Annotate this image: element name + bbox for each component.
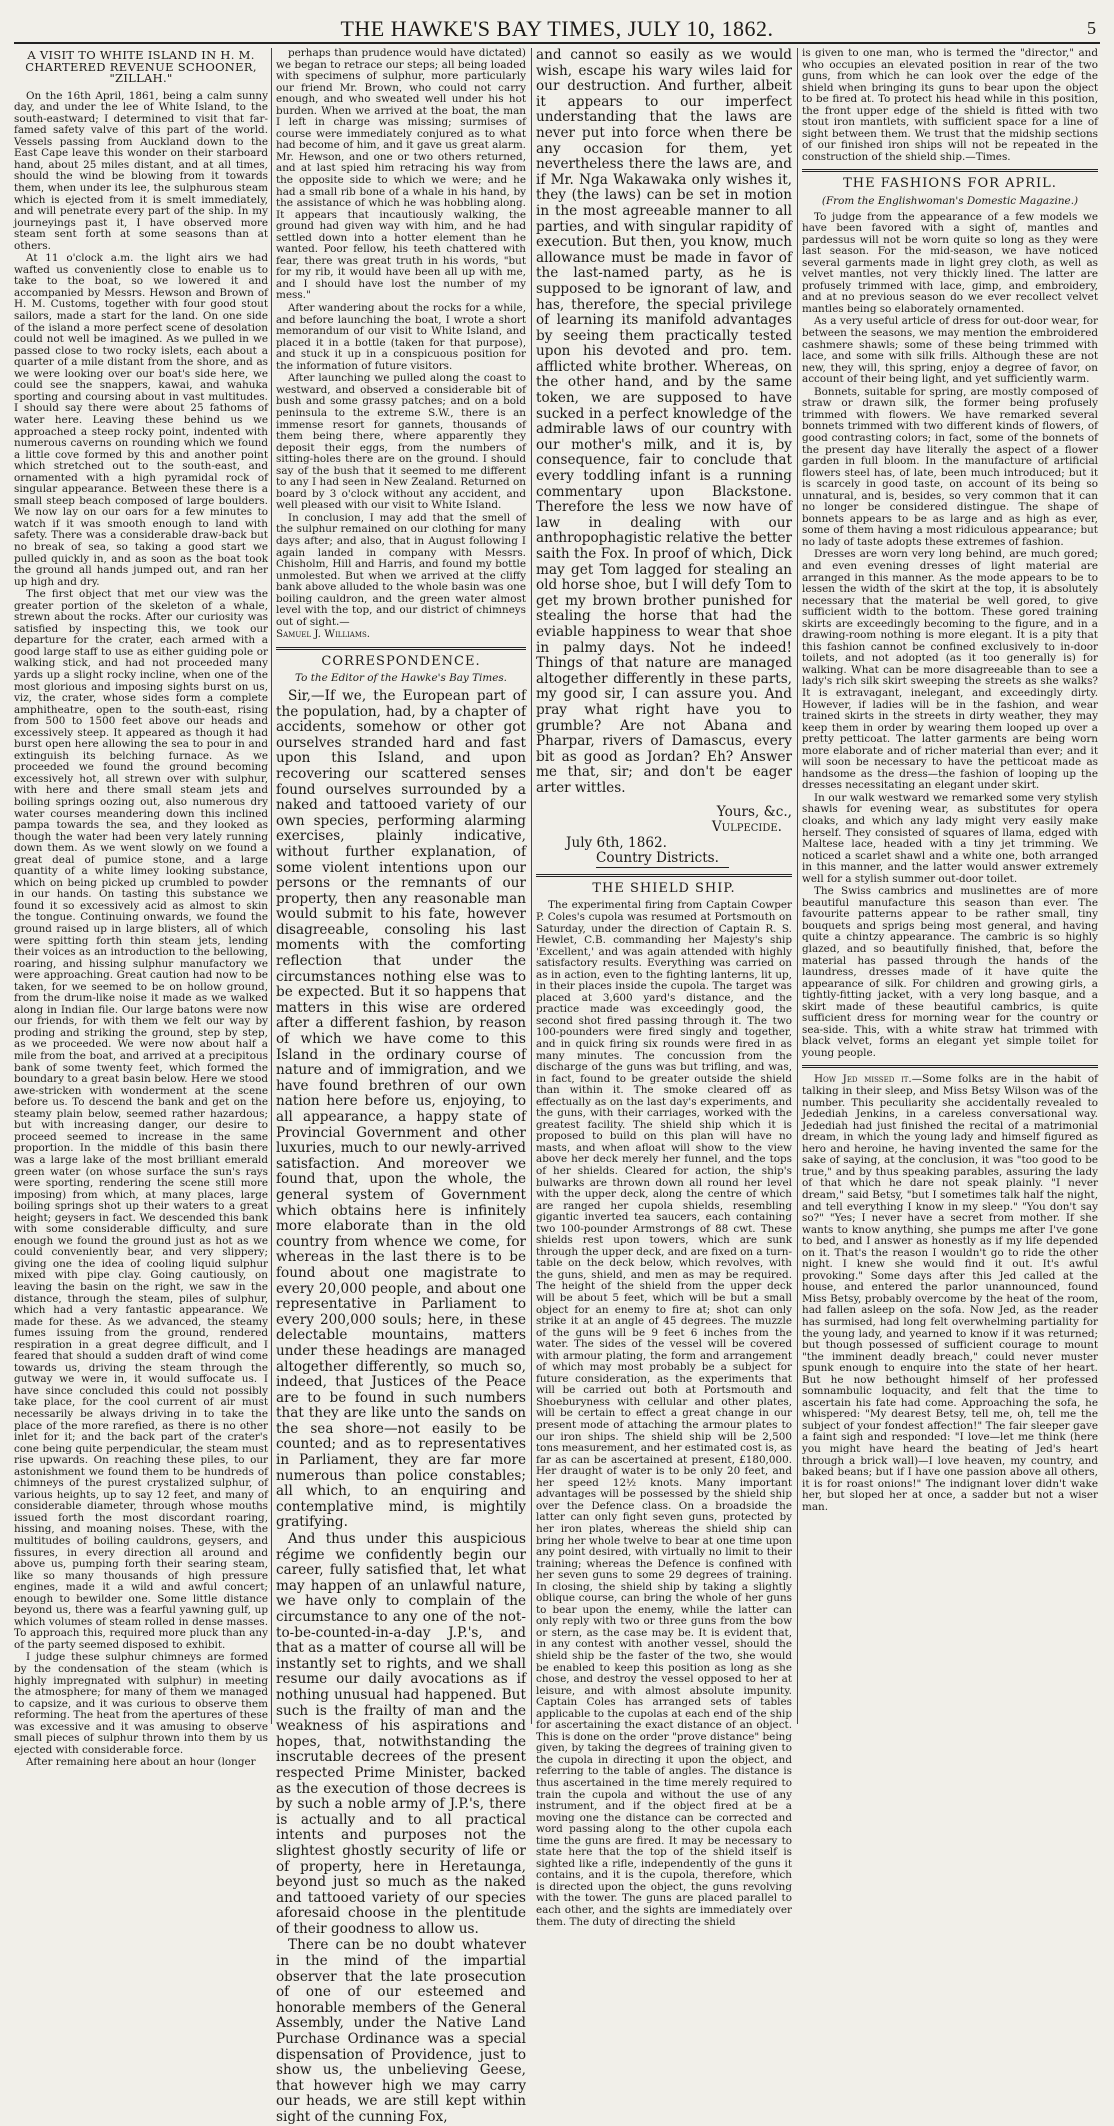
section-divider (276, 647, 526, 650)
section-divider (802, 1065, 1098, 1068)
letter-closing: Yours, &c., (716, 803, 792, 820)
article-paragraph: I judge these sulphur chimneys are formed by the condensation of the steam (which is highly impregnated with sulphur) in meeting the atmosphere; for many of them we managed to capsize, and it was curious to observe them reforming. The heat from the apertures of these was excessive and it was amusing to observe small pieces of sulphur thrown into them by us ejected with considerable force. (14, 1651, 268, 1756)
column-2 (276, 47, 526, 2126)
article-paragraph: On the 16th April, 1861, being a calm sunny day, and under the lee of White Island, to the south-eastward; I determined to visit that far-famed safety valve of this part of the world. Vessels passing from Auckland down to the East Cape leave this wonder on their starboard hand, about 25 miles distant, and at all times, should the wind be blowing from it towards them, when under its lee, the sulphurous steam which is ejected from it is smelt immediately, and will penetrate every part of the ship. In my journeyings past it, I have observed more steam sent forth at some seasons than at others. (14, 89, 268, 252)
newspaper-title: THE HAWKE'S BAY TIMES, JULY 10, 1862. (340, 16, 774, 41)
fashions-heading: THE FASHIONS FOR APRIL. (843, 176, 1057, 192)
article-paragraph: In our walk westward we remarked some very stylish shawls for evening wear, as substitutes for opera cloaks, and which any lady might very easily make herself. They consisted of squares of llama, edged with Maltese lace, headed with a tiny jet trimming. We noticed a scarlet shawl and a white one, both arranged in this manner, and the latter would answer extremely well for a stylish summer out-door toilet. (802, 791, 1098, 885)
shield-ship-heading: THE SHIELD SHIP. (592, 880, 736, 896)
article-paragraph: is given to one man, who is termed the "director," and who occupies an elevated position in rear of the two guns, from which he can look over the edge of the shield when bringing its guns to bear upon the object to be fired at. To protect his head while in this position, the front upper edge of the shield is fitted with two stout iron mantlets, with sufficient space for a line of sight between them. We trust that the midship sections of our finished iron ships will not be repeated in the construction of the shield ship.—Times. (802, 47, 1098, 163)
article-paragraph: The experimental firing from Captain Cowper P. Coles's cupola was resumed at Portsmouth on Saturday, under the direction of Captain R. S. Hewlet, C.B. commanding her Majesty's ship 'Excellent,' and was again attended with highly satisfactory results. Everything was carried on as in action, even to the fighting lanterns, lit up, in their places inside the cupola. The target was placed at 3,600 yard's distance, and the practice made was exceedingly good, the second shot fired passing through it. The two 100-pounders were fired singly and together, and in quick firing six rounds were fired in as many minutes. The concussion from the discharge of the guns was but trifling, and was, in fact, found to be greater outside the shield than within it. The smoke cleared off as effectually as on the last day's experiments, and the guns, with their carriages, worked with the greatest facility. The shield ship which it is proposed to build on this plan will have no masts, and when afloat will show to the view above her deck merely her funnel, and the tops of her shields. Cleared for action, the ship's bulwarks are thrown down all round her level with the upper deck, along the centre of which are ranged her cupola shields, resembling gigantic inverted tea saucers, each containing two 100-pounder Armstrongs of 88 cwt. These shields rest upon towers, which are sunk through the upper deck, and are fixed on a turn-table on the deck below, which revolves, with the guns, shield, and men as may be required. The height of the shield from the upper deck will be about 5 feet, which will be but a small object for an enemy to fire at; shot can only strike it at an angle of 45 degrees. The muzzle of the guns will be 9 feet 6 inches from the water. The sides of the vessel will be covered with armour plating, the form and arrangement of which may most probably be a subject for future consideration, as the experiments that will be carried out both at Portsmouth and Shoeburyness with cellular and other plates, will be certain to effect a great change in our present mode of attaching the armour plates to our iron ships. The shield ship will be 2,500 tons measurement, and her estimated cost is, as far as can be ascertained at present, £180,000. Her draught of water is to be only 20 feet, and her speed 12½ knots. Many important advantages will be possessed by the shield ship over the Defence class. On a broadside the latter can only fight seven guns, protected by her iron plates, whereas the shield ship can bring her whole twelve to bear at one time upon any point desired, with virtually no limit to their training; whereas the Defence is confined with her seven guns to some 29 degrees of training. In closing, the shield ship by taking a slightly oblique course, can bring the whole of her guns to bear upon the enemy, while the latter can only reply with two or three guns from the bow or stern, as the case may be. It is evident that, in any contest with another vessel, should the shield ship be the faster of the two, she would be enabled to keep this position as long as she chose, and destroy the vessel opposed to her at leisure, and with almost absolute impunity. Captain Coles has arranged sets of tables applicable to the cupolas at each end of the ship for ascertaining the exact distance of an object. This is done on the order "prove distance" being given, by taking the degrees of training given to the cupola in directing it upon the object, and referring to the table of angles. The distance is thus ascertained in the time merely required to train the cupola and without the use of any instrument, and if the object fired at be a moving one the distance can be corrected and word passing along to the other cupola each time the guns are fired. It may be necessary to state here that the top of the shield itself is sighted like a rifle, independently of the guns it contains, and it is the cupola, therefore, which is directed upon the object, the guns revolving with the tower. The guns are placed parallel to each other, and the sights are immediately over them. The duty of directing the shield (536, 899, 792, 1928)
column-1 (14, 48, 268, 1769)
jed-lead-in: How Jed missed it. (814, 1073, 912, 1086)
letter-paragraph: and cannot so easily as we would wish, escape his wary wiles laid for our destruction. And further, albeit it appears to our imperfect understanding that the laws are never put into force when there be any occasion for them, yet nevertheless there the laws are, and if Mr. Nga Wakawaka only wishes it, they (the laws) can be set in motion in the most agreeable manner to all parties, and with singular rapidity of execution. But then, you know, much allowance must be made in favor of the last-named party, as he is supposed to be ignorant of law, and has, therefore, the special privilege of learning its manifold advantages by seeing them practically tested upon his devoted and pro. tem. afflicted white brother. Whereas, on the other hand, and by the same token, we are supposed to have sucked in a perfect knowledge of the admirable laws of our country with our mother's milk, and it is, by consequence, fair to conclude that every toddling infant is a running commentary upon Blackstone. Therefore the less we now have of law in dealing with our anthropophagistic relative the better saith the Fox. In proof of which, Dick may get Tom lagged for stealing an old horse shoe, but I will defy Tom to get my brown brother punished for stealing the horse that had the eviable happiness to wear that shoe in palmy days. Not he indeed! Things of that nature are managed altogether differently in these parts, my good sir, I can assure you. And pray what right have you to grumble? Are not Abana and Pharpar, rivers of Damascus, every bit as good as Jordan? Eh? Answer me that, sir; and don't be eager arter wittles. (536, 47, 792, 796)
article-paragraph: Dresses are worn very long behind, are much gored; and even evening dresses of light material are arranged in this manner. As the mode appears to be to lessen the width of the skirt at the top, it is absolutely necessary that the material be well gored, to give sufficient width to the bottom. These gored training skirts are exceedingly becoming to the figure, and in a drawing-room nothing is more elegant. It is a pity that this fashion cannot be confined exclusively to in-door toilets, and not adopted (as it too generally is) for walking. What can be more disagreeable than to see a lady's rich silk skirt sweeping the streets as she walks? It is extravagant, inelegant, and exceedingly dirty. However, if ladies will be in the fashion, and wear trained skirts in the streets in dirty weather, they may keep them in order by wearing them looped up over a pretty petticoat. The latter garments are being worn more elaborate and of richer material than ever; and it will soon be necessary to have the petticoat made as handsome as the dress—the fashion of looping up the dresses necessitating an elegant under skirt. (802, 548, 1098, 792)
column-4 (802, 48, 1098, 1724)
article-paragraph: To judge from the appearance of a few models we have been favored with a sight of, mantles and pardessus will not be worn quite so long as they were last season. For the mid-season, we have noticed several garments made in light grey cloth, as well as velvet mantles, not very thickly lined. The latter are profusely trimmed with lace, gimp, and embroidery, and at no previous season do we ever recollect velvet mantles being so elaborately ornamented. (802, 210, 1098, 315)
letter-paragraph: Sir,—If we, the European part of the population, had, by a chapter of accidents, somehow or other got ourselves stranded hard and fast upon this Island, and upon recovering our scattered senses found ourselves surrounded by a naked and tattooed variety of our own species, performing alarming exercises, plainly indicative, without further explanation, of some violent intentions upon our persons or the remnants of our property, then any reasonable man would submit to his fate, however disagreeable, consoling his last moments with the comforting reflection that under the circumstances nothing else was to be expected. But it so happens that matters in this wise are ordered after a different fashion, by reason of which we have come to this Island in the ordinary course of nature and of immigration, and we have found brethren of our own nation here before us, enjoying, to all appearance, a happy state of Provincial Government and other luxuries, much to our newly-arrived satisfaction. And moreover we found that, upon the whole, the general system of Government which obtains here is infinitely more elaborate than in the old country from whence we come, for whereas in the last there is to be found about one magistrate to every 20,000 people, and about one representative in Parliament to every 200,000 souls; here, in these delectable mountains, matters under these headings are managed altogether differently, so much so, indeed, that Justices of the Peace are to be found in such numbers that they are like unto the sands on the sea shore—not easily to be counted; and as to representatives in Parliament, they are far more numerous than police constables; all which, to an enquiring and contemplative mind, is mightily gratifying. (276, 687, 526, 1531)
article-paragraph: As a very useful article of dress for out-door wear, for between the seasons, we may mention the embroidered cashmere shawls; some of these being trimmed with lace, and some with silk frills. Although these are not new, they will, this spring, enjoy a degree of favor, on account of their being light, and yet sufficiently warm. (802, 315, 1098, 386)
section-divider (536, 874, 792, 877)
column-rule (797, 48, 798, 1724)
letter-paragraph: There can be no doubt whatever in the mind of the impartial observer that the late prosecution of one of our esteemed and honorable members of the General Assembly, under the Native Land Purchase Ordinance was a special dispensation of Providence, just to show us, the unbelieving Geese, that however high we may carry our heads, we are still kept within sight of the cunning Fox, (276, 1937, 526, 2126)
article-paragraph: perhaps than prudence would have dictated) we began to retrace our steps; all being loaded with specimens of sulphur, more particularly our friend Mr. Brown, who could not carry enough, and who sweated well under his hot burden. When we arrived at the boat, the man I left in charge was missing; surmises of course were immediately conjured as to what had become of him, and it gave us great alarm. Mr. Hewson, and one or two others returned, and at last spied him retracing his way from the opposite side to which we were; and he had a small rib bone of a whale in his hand, by the assistance of which he was hobbling along. It appears that incautiously walking, the ground had given way with him, and he had settled down into a hotter element than he wanted. Poor fellow, his teeth chattered with fear, there was great truth in his words, "but for my rib, it would have been all up with me, and I should have lost the number of my mess." (276, 47, 526, 302)
article-signature: Samuel J. Williams. (276, 628, 371, 641)
masthead (14, 8, 1100, 44)
article-paragraph: Bonnets, suitable for spring, are mostly composed of straw or drawn silk, the former being profusely trimmed with flowers. We have remarked several bonnets trimmed with two different kinds of flowers, of good contrasting colors; in fact, some of the bonnets of the present day have literally the aspect of a flower garden in full bloom. In the manufacture of artificial flowers steel has, of late, been much introduced; but it is scarcely in good taste, on account of its being so unnatural, and is, besides, so very common that it can no longer be considered distingue. The shape of bonnets appears to be as large and as high as ever, some of them having a most ridiculous appearance; but no lady of taste adopts these extremes of fashion. (802, 385, 1098, 548)
article-paragraph: In conclusion, I may add that the smell of the sulphur remained on our clothing for many days after; and also, that in August following I again landed in company with Messrs. Chisholm, Hill and Harris, and found my bottle unmolested. But when we arrived at the cliffy bank above alluded to the whole basin was one boiling cauldron, and the green water almost level with the top, and our district of chimneys out of sight.— (276, 511, 526, 628)
correspondence-heading: CORRESPONDENCE. (321, 653, 481, 669)
article-heading-white-island: A VISIT TO WHITE ISLAND IN H. M. CHARTERED REVENUE SCHOONER, "ZILLAH." (25, 48, 257, 86)
letter-place: Country Districts. (596, 851, 729, 868)
letter-paragraph: And thus under this auspicious régime we confidently begin our career, fully satisfied that, let what may happen of an unlawful nature, we have only to complain of the circumstance to any one of the not-to-be-counted-in-a-day J.P.'s, and that as a matter of course all will be instantly set to rights, and we shall resume our daily avocations as if nothing unusual had happened. But such is the frailty of man and the weakness of his aspirations and hopes, that, notwithstanding the inscrutable decrees of the present respected Prime Minister, backed as the execution of those decrees is by such a noble army of J.P.'s, there is actually and to all practical intents and purposes not the slightest ghostly security of life or of property, here in Heretaunga, beyond just so much as the naked and tattooed variety of our species aforesaid choose in the plentitude of their goodness to allow us. (276, 1531, 526, 1937)
article-paragraph: The first object that met our view was the greater portion of the skeleton of a whale, strewn about the rocks. After our curiosity was satisfied by inspecting this, we took our departure for the crater, each armed with a good large staff to use as either guiding pole or walking stick, and had not proceeded many yards up a slight rocky incline, when one of the most glorious and imposing sights burst on us, viz, the crater, whose sides form a complete amphitheatre, open to the south-east, rising from 500 to 1500 feet above our heads and excessively steep. It appeared as though it had burst open here allowing the sea to pour in and extinguish its belching furnace. As we proceeded we found the ground becoming excessively hot, all strewn over with sulphur, with here and there small steam jets and boiling springs oozing out, also numerous dry water courses meandering down this inclined pampa towards the sea, and they looked as though the water had been very lately running down them. As we went slowly on we found a great deal of pumice stone, and a large quantity of a white limey looking substance, which on being picked up crumbled to powder in our hands. On tasting this substance we found it so excessively acid as almost to skin the tongue. Continuing onwards, we found the ground raised up in large blisters, all of which were spitting forth thin steam jets, lending their voices as an introduction to the bellowing, roaring, and hissing sulphur manufactory we were approaching. Great caution had now to be taken, for we seemed to be on hollow ground, from the drum-like noise it made as we walked along in Indian file. Our large batons were now our friends, for with them we felt our way by proding and striking the ground, step by step, as we proceeded. We were now about half a mile from the boat, and arrived at a precipitous bank of some twenty feet, which formed the boundary to a great basin below. Here we stood awe-stricken with wonderment at the scene before us. To descend the bank and get on the steamy plain below, seemed rather hazardous; but with increasing danger, our desire to proceed seemed to increase in the same proportion. In the middle of this basin there was a large lake of the most brilliant emerald green water (on whose surface the sun's rays were sporting, rendering the scene still more imposing) from which, at many places, large boiling springs shot up their waters to a great height; geysers in fact. We descended this bank with some considerable difficulty, and sure enough we found the ground just as hot as we could conveniently bear, and very slippery; giving one the idea of cooling liquid sulphur mixed with pipe clay. Going cautiously, on leaving the basin on the right, we saw in the distance, through the steam, piles of sulphur, which had a very fantastic appearance. We made for these. As we advanced, the steamy fumes issuing from the ground, rendered respiration in a great degree difficult, and I feared that should a sudden draft of wind come towards us, driving the steam through the gutway we were in, it would suffocate us. I have since concluded this could not possibly take place, for the cool current of air must necessarily be always driving in to take the place of the more rarefied, as there is no other inlet for it; and the back part of the crater's cone being quite perpendicular, the steam must rise upwards. On reaching these piles, to our astonishment we found them to be hundreds of chimneys of the purest crystalized sulphur, of various heights, up to say 12 feet, and many of considerable diameter, through whose mouths issued forth the most discordant roaring, hissing, and moaning noises. These, with the multitudes of boiling cauldrons, geysers, and fissures, in every direction all around and above us, pumping forth their searing steam, like so many thousands of high pressure engines, made it a wild and awful concert; enough to bewilder one. Some little distance beyond us, there was a fearful yawning gulf, up which volumes of steam rolled in dense masses. To approach this, required more pluck than any of the party seemed disposed to exhibit. (14, 588, 268, 1651)
article-paragraph-jed (802, 1074, 1098, 1513)
article-paragraph: At 11 o'clock a.m. the light airs we had wafted us conveniently close to enable us to take to the boat, so we lowered it and accompanied by Messrs. Hewson and Brown of H. M. Customs, together with four good stout sailors, made a start for the land. On one side of the island a more perfect scene of desolation could not well be imagined. As we pulled in we passed close to two rocky islets, each about a quarter of a mile distant from the shore, and as we were looking over our boat's side here, we could see the snappers, kawai, and wahuka sporting and coursing about in vast multitudes. I should say there were about 25 fathoms of water here. Leaving these behind us we approached a steep rocky point, indented with numerous caverns on rounding which we found a little cove formed by this and another point which stretched out to the south-east, and ornamented with a high pyramidal rock of singular appearance. Between these there is a small steep beach composed of large boulders. We now lay on our oars for a few minutes to watch if it was smooth enough to land with safety. There was a considerable draw-back but no break of sea, so taking a good start we pulled quickly in, and as soon as the boat took the ground all hands jumped out, and ran her up high and dry. (14, 252, 268, 588)
article-paragraph: After wandering about the rocks for a while, and before launching the boat, I wrote a short memorandum of our visit to White Island, and placed it in a bottle (taken for that purpose), and stuck it up in a conspicuous position for the information of future visitors. (276, 302, 526, 372)
article-paragraph: After launching we pulled along the coast to westward, and observed a considerable bit of bush and some grassy patches; and on a bold peninsula to the extreme S.W., there is an immense resort for gannets, thousands of them being there, where apparently they deposit their eggs, from the numbers of sitting-holes there are on the ground. I should say of the bush that it seemed to me different to any I had seen in New Zealand. Returned on board by 3 o'clock without any accident, and well pleased with our visit to White Island. (276, 372, 526, 512)
letter-address: To the Editor of the Hawke's Bay Times. (295, 672, 507, 685)
article-paragraph: The Swiss cambrics and muslinettes are of more beautiful manufacture this season than ever. The favourite patterns appear to be rather small, tiny bouquets and sprigs being most general, and having quite a chintzy appearance. The cambric is so highly glazed, and so beautifully finished, that, before the material has passed through the hands of the laundress, dresses made of it have quite the appearance of silk. For children and growing girls, a tightly-fitting jacket, with a very long basque, and a skirt made of these beautiful cambrics, is quite sufficient dress for morning wear for the country or sea-side. This, with a white straw hat trimmed with black velvet, forms an elegant yet simple toilet for young people. (802, 885, 1098, 1059)
jed-text: —Some folks are in the habit of talking in their sleep, and Miss Betsy Wilson was of the number. This peculiarity she accidentally revealed to Jedediah Jenkins, in a careless conversational way. Jedediah had just finished the recital of a matrimonial dream, in which the young lady and himself figured as hero and heroine, he having invented the same for the sake of saying, at the conclusion, it was "too good to be true," and by thus speaking parables, assuring the lady of that which he dare not speak plainly. "I never dream," said Betsy, "but I sometimes talk half the night, and tell everything I know in my sleep." "You don't say so?" "Yes; I never have a secret from mother. If she wants to know anything, she pumps me after I've gone to bed, and I answer as honestly as if my life depended on it. That's the reason I wouldn't go to ride the other night. I knew she would find it out. It's awful provoking." Some days after this Jed called at the house, and entered the parlor unannounced, found Miss Betsy, probably overcome by the heat of the room, had fallen asleep on the sofa. Now Jed, as the reader has surmised, had long felt overwhelming partiality for the young lady, and yearned to know if it was returned; but though possessed of sufficient courage to mount "the imminent deadly breach," could never muster spunk enough to enquire into the state of her heart. But he now bethought himself of her professed somnambulic loquacity, and felt that the time to ascertain his fate had come. Approaching the sofa, he whispered: "My dearest Betsy, tell me, oh, tell me the subject of your fondest affection!" The fair sleeper gave a faint sigh and responded: "I love—let me think (here you might have heard the beating of Jed's heart through a brick wall)—I love heaven, my country, and baked beans; but if I have one passion above all others, it is for roast onions!" The indignant lover didn't wake her, but sloped her at once, a sadder but not a wiser man. (802, 1073, 1098, 1513)
page-number: 5 (1087, 18, 1096, 38)
article-paragraph: After remaining here about an hour (longer (26, 1756, 256, 1769)
letter-date: July 6th, 1862. (566, 834, 667, 851)
column-rule (531, 48, 532, 1724)
section-divider (802, 169, 1098, 172)
letter-pen-name: Vulpecide. (711, 819, 782, 836)
column-rule (271, 48, 272, 1724)
fashions-source: (From the Englishwoman's Domestic Magazine.) (821, 195, 1079, 208)
column-3 (536, 47, 792, 1928)
